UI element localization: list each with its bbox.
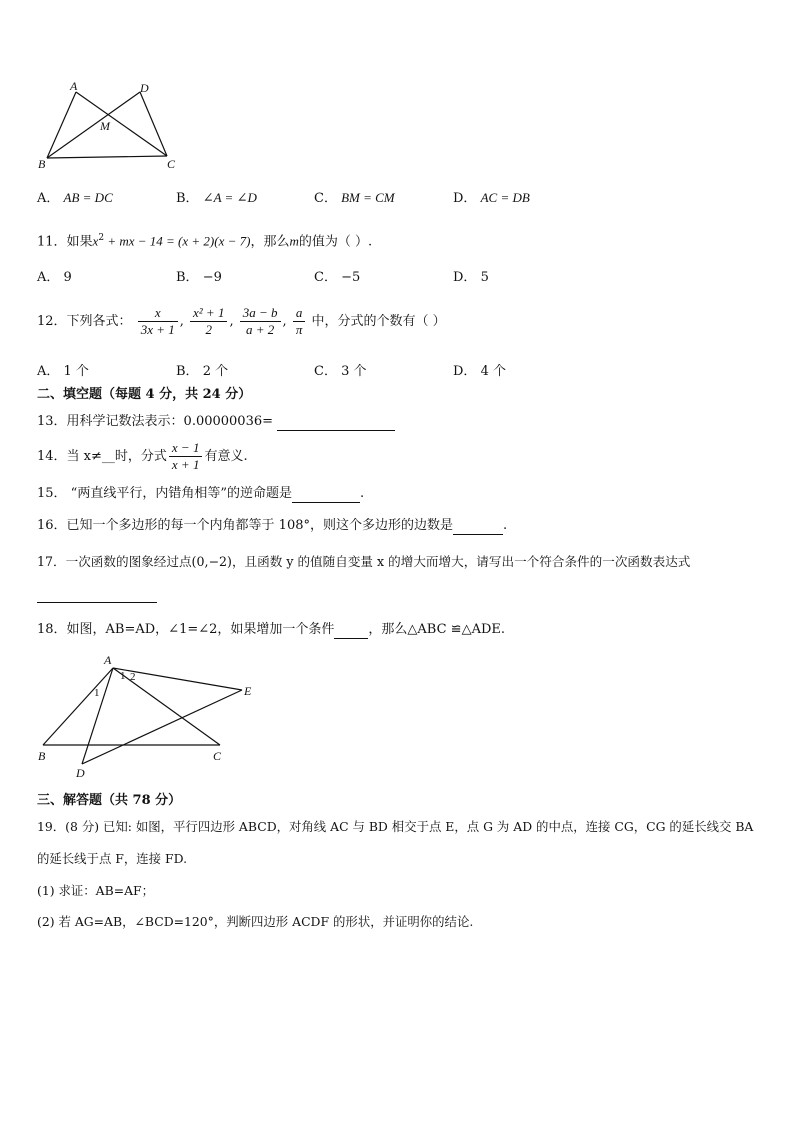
q10-option-d[interactable]: D． AC = DB [453,190,530,206]
label-A: A [70,79,78,93]
label-D: D [140,81,149,95]
q16-answer-blank[interactable] [453,520,503,535]
q19-line-2: 的延长线于点 F，连接 FD. [37,851,188,866]
figure-q18 [30,648,270,783]
label-E: E [244,684,252,698]
q17: 17．一次函数的图象经过点(0,−2)，且函数 y 的值随自变量 x 的增大而增大，请写出一个符合条件的一次函数表达式 [37,554,691,569]
label-angle-1-left: 1 [94,687,100,699]
label-C: C [213,749,222,763]
q11-option-d[interactable]: D． 5 [453,270,489,285]
fraction-4: $\frac{a}{\pi}$ [293,305,306,338]
q12-option-d[interactable]: D． 4 个 [453,364,506,379]
label-M: M [100,119,110,133]
q14-fraction: $\frac{x - 1}{x + 1}$ [169,440,203,473]
q12-option-c[interactable]: C． 3 个 [314,364,367,379]
section-2-heading: 二、填空题（每题 4 分，共 24 分） [37,387,252,402]
label-angle-1: 1 [120,670,126,682]
seg-AD [82,668,113,764]
q14: 14．当 x≠__时，分式 $\frac{x - 1}{x + 1}$ 有意义. [37,440,248,472]
label-C: C [167,157,176,171]
label-B: B [38,749,46,763]
q18: 18．如图，AB=AD，∠1=∠2，如果增加一个条件 ，那么△ABC ≌△ADE. [37,622,506,637]
fraction-2: $\frac{\text{x² + 1}}{2}$ [190,305,227,338]
label-angle-2: 2 [130,671,136,683]
seg-AB [43,668,113,745]
label-D: D [76,766,85,780]
q11-option-b[interactable]: B． −9 [176,270,222,285]
q13-answer-blank[interactable] [277,416,395,431]
q19-part-1: (1) 求证：AB=AF； [37,883,155,898]
fraction-1: $\frac{x}{3x + 1}$ [138,305,178,338]
fraction-3: $\frac{3a - b}{a + 2}$ [240,305,281,338]
q16: 16．已知一个多边形的每一个内角都等于 108°，则这个多边形的边数是 . [37,518,508,533]
q18-answer-blank[interactable] [334,624,368,639]
q11-stem: 11．如果$x^2$ + mx − 14 = (x + 2)(x − 7)，那么m的值为（ ）. [37,233,373,250]
q15-answer-blank[interactable] [292,488,360,503]
q13: 13．用科学记数法表示：0.00000036= [37,413,395,431]
label-A: A [104,653,112,667]
q12-option-a[interactable]: A． 1 个 [37,364,89,379]
seg-BC [47,156,167,158]
q10-option-c[interactable]: C． BM = CM [314,190,395,206]
section-3-heading: 三、解答题（共 78 分） [37,793,182,808]
q10-option-a[interactable]: A． AB = DC [37,190,113,206]
label-B: B [38,157,46,171]
q11-option-a[interactable]: A． 9 [37,270,72,285]
q19-part-2: (2) 若 AG=AB，∠BCD=120°，判断四边形 ACDF 的形状，并证明你的结论. [37,914,474,929]
q10-option-b[interactable]: B． ∠A = ∠D [176,190,257,206]
q11-option-c[interactable]: C． −5 [314,270,361,285]
q12-option-b[interactable]: B． 2 个 [176,364,229,379]
q17-answer-blank[interactable] [37,588,157,603]
q15: 15． “两直线平行，内错角相等”的逆命题是 . [37,486,365,501]
q19-line-1: 19．(8 分) 已知: 如图，平行四边形 ABCD，对角线 AC 与 BD 相交于点 E，点 G 为 AD 的中点，连接 CG，CG 的延长线交 BA [37,819,754,834]
figure-q10 [30,78,190,178]
q12-stem: 12．下列各式： $\frac{x}{3x + 1}$ , $\frac{\text{x² + 1}}{2}$ , $\frac{3a - b}{a + 2}$ , $\frac{a}{\pi}$ 中，分式的个数有（ ） [37,305,446,337]
